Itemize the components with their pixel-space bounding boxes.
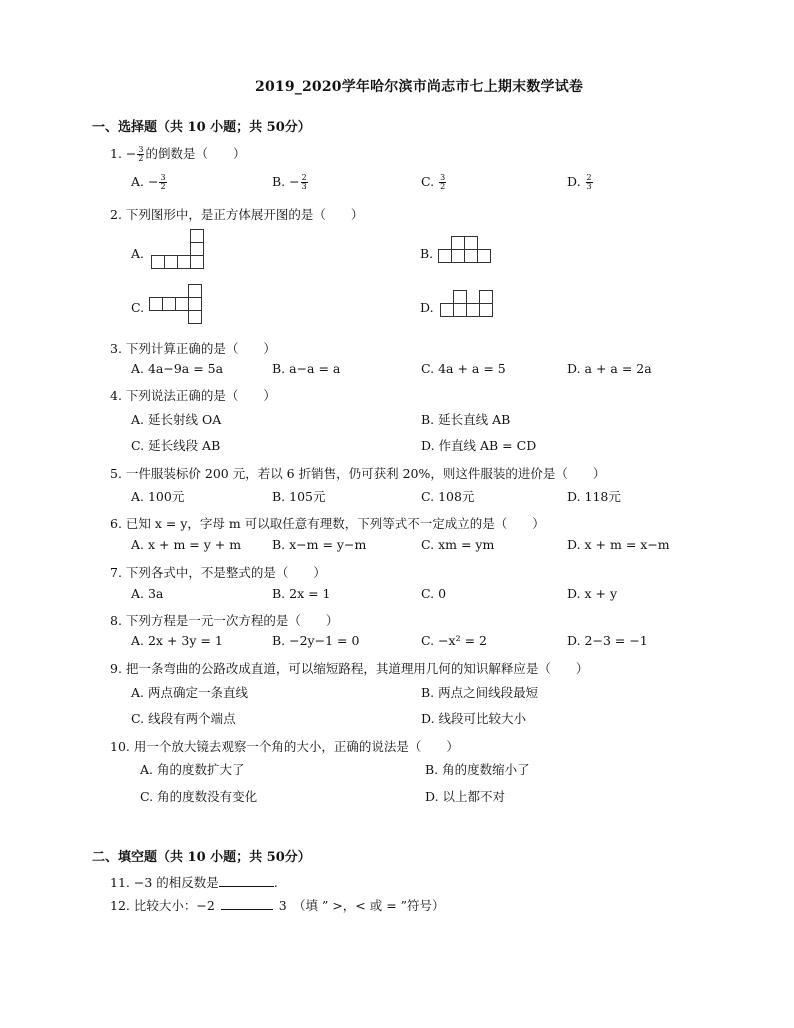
option-a[interactable]: A. [131, 246, 145, 261]
option-d[interactable]: D. a + a = 2a [567, 361, 652, 376]
option-b[interactable]: B. a−a = a [272, 361, 341, 376]
option-d[interactable]: D. 以上都不对 [425, 789, 506, 804]
option-d[interactable]: D. 2−3 = −1 [567, 633, 648, 648]
section-heading-choice: 一、选择题（共 10 小题；共 50分） [92, 120, 311, 135]
answer-blank[interactable] [221, 898, 273, 910]
option-c[interactable]: C. 延长线段 AB [131, 438, 221, 453]
option-d[interactable]: D. 线段可比较大小 [421, 711, 527, 726]
cube-net-c-figure [148, 284, 208, 326]
option-c[interactable]: C. 角的度数没有变化 [140, 789, 258, 804]
option-a[interactable]: A. 2x + 3y = 1 [131, 633, 223, 648]
option-b[interactable]: B. x−m = y−m [272, 537, 367, 552]
section-heading-fill: 二、填空题（共 10 小题；共 50分） [92, 850, 311, 865]
option-a[interactable]: A. 100元 [131, 489, 185, 504]
option-c[interactable]: C. [131, 300, 145, 315]
option-c[interactable]: C. −x² = 2 [421, 633, 487, 648]
question-5-stem: 5. 一件服装标价 200 元，若以 6 折销售，仍可获利 20%，则这件服装的进价是（ ） [110, 466, 606, 481]
option-d[interactable]: D. 作直线 AB = CD [421, 438, 537, 453]
option-b[interactable]: B. − $\frac{2}{3}$ [272, 173, 307, 191]
question-8-stem: 8. 下列方程是一元一次方程的是（ ） [110, 613, 339, 628]
cube-net-a-figure [150, 229, 210, 271]
option-c[interactable]: C. 108元 [421, 489, 475, 504]
option-b[interactable]: B. [420, 246, 434, 261]
option-a[interactable]: A. x + m = y + m [131, 537, 242, 552]
option-d[interactable]: D. x + y [567, 586, 618, 601]
option-b[interactable]: B. 延长直线 AB [421, 412, 511, 427]
question-3-stem: 3. 下列计算正确的是（ ） [110, 341, 276, 356]
option-d[interactable]: D. [420, 300, 434, 315]
question-7-stem: 7. 下列各式中，不是整式的是（ ） [110, 565, 326, 580]
option-d[interactable]: D. 118元 [567, 489, 621, 504]
option-c[interactable]: C. xm = ym [421, 537, 495, 552]
cube-net-b-figure [438, 236, 500, 266]
option-b[interactable]: B. 两点之间线段最短 [421, 685, 539, 700]
option-a[interactable]: A. 两点确定一条直线 [131, 685, 248, 700]
answer-blank[interactable] [219, 875, 274, 887]
option-a[interactable]: A. 4a−9a = 5a [131, 361, 224, 376]
question-12: 12. 比较大小：−2 3 （填 ” >，< 或 = ”符号） [110, 898, 445, 913]
option-d[interactable]: D. $\frac{2}{3}$ [567, 173, 592, 191]
question-9-stem: 9. 把一条弯曲的公路改成直道，可以缩短路程，其道理用几何的知识解释应是（ ） [110, 661, 589, 676]
option-b[interactable]: B. −2y−1 = 0 [272, 633, 360, 648]
option-c[interactable]: C. 4a + a = 5 [421, 361, 506, 376]
question-11: 11. −3 的相反数是 . [110, 875, 278, 890]
cube-net-d-figure [440, 290, 502, 320]
option-b[interactable]: B. 角的度数缩小了 [425, 762, 530, 777]
option-c[interactable]: C. 0 [421, 586, 447, 601]
option-a[interactable]: A. 角的度数扩大了 [140, 762, 245, 777]
question-1-stem: 1. − $\frac{3}{2}$ 的倒数是（ ） [110, 145, 246, 163]
option-d[interactable]: D. x + m = x−m [567, 537, 670, 552]
question-2-stem: 2. 下列图形中，是正方体展开图的是（ ） [110, 207, 364, 222]
fraction: $\frac{3}{2}$ [138, 145, 144, 163]
option-a[interactable]: A. 3a [131, 586, 164, 601]
option-a[interactable]: A. − $\frac{3}{2}$ [131, 173, 166, 191]
option-c[interactable]: C. $\frac{3}{2}$ [421, 173, 446, 191]
option-b[interactable]: B. 105元 [272, 489, 326, 504]
option-b[interactable]: B. 2x = 1 [272, 586, 331, 601]
option-a[interactable]: A. 延长射线 OA [131, 412, 222, 427]
question-10-stem: 10. 用一个放大镜去观察一个角的大小，正确的说法是（ ） [110, 739, 459, 754]
page-title: 2019_2020学年哈尔滨市尚志市七上期末数学试卷 [255, 79, 584, 95]
question-4-stem: 4. 下列说法正确的是（ ） [110, 388, 276, 403]
option-c[interactable]: C. 线段有两个端点 [131, 711, 236, 726]
question-6-stem: 6. 已知 x = y，字母 m 可以取任意有理数，下列等式不一定成立的是（ ） [110, 516, 545, 531]
